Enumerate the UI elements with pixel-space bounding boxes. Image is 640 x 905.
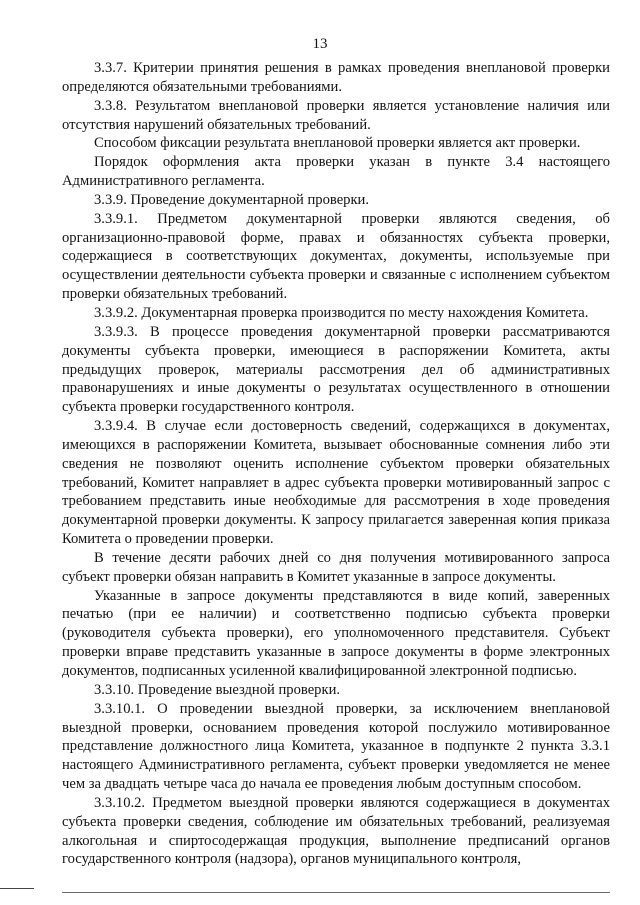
bottom-rule bbox=[62, 892, 610, 893]
paragraph-3-3-9-2: 3.3.9.2. Документарная проверка производится по месту нахождения Комитета. bbox=[94, 304, 589, 321]
paragraph-3-3-9-4: 3.3.9.4. В случае если достоверность сведений, содержащихся в документах, имеющихся в распоряжении Комитета, вызывает обоснованные сомнения либо эти сведения не позволяют оценить исполнение субъектом проверки обязательных требований, Комитет направляет в адрес субъекта проверки мотивированный запрос с требованием представить иные необходимые для рассмотрения в ходе проведения документарной проверки документы. К запросу прилагается заверенная копия приказа Комитета о проведении проверки. bbox=[62, 418, 610, 548]
paragraph-document-copies: Указанные в запросе документы представляются в виде копий, заверенных печатью (при ее наличии) и соответственно подписью субъекта проверки (руководителя субъекта проверки), его уполномоченного представителя. Субъект проверки вправе представить указанные в запросе документы в форме электронных документов, подписанных усиленной квалифицированной электронной подписью. bbox=[62, 587, 610, 679]
paragraph-3-3-10-1: 3.3.10.1. О проведении выездной проверки, за исключением внеплановой выездной проверки, основанием проведения которой послужило мотивированное представление должностного лица Комитета, указанное в подпункте 2 пункта 3.3.1 настоящего Административного регламента, субъект проверки уведомляется не менее чем за двадцать четыре часа до начала ее проведения любым доступным способом. bbox=[62, 700, 610, 793]
paragraph-request-deadline: В течение десяти рабочих дней со дня получения мотивированного запроса субъект проверки обязан направить в Комитет указанные в запросе документы. bbox=[62, 549, 610, 585]
paragraph-3-3-10-2: 3.3.10.2. Предметом выездной проверки являются содержащиеся в документах субъекта проверки сведения, соблюдение им обязательных требований, реализуемая алкогольная и спиртосодержащая продукция, выполнение предписаний органов государственного контроля (надзора), органов муниципального контроля, bbox=[62, 794, 610, 868]
scan-edge-mark bbox=[0, 888, 34, 889]
document-body bbox=[62, 59, 610, 869]
paragraph-3-3-10: 3.3.10. Проведение выездной проверки. bbox=[94, 681, 341, 698]
paragraph-3-3-9: 3.3.9. Проведение документарной проверки. bbox=[94, 191, 370, 208]
paragraph-result-fixation: Способом фиксации результата внеплановой проверки является акт проверки. bbox=[94, 135, 581, 152]
paragraph-3-3-9-3: 3.3.9.3. В процессе проведения документарной проверки рассматриваются документы субъекта проверки, имеющиеся в распоряжении Комитета, акты предыдущих проверок, материалы рассмотрения дел об административных правонарушениях и иные документы о результатах осуществленного в отношении субъекта проверки государственного контроля. bbox=[62, 323, 610, 416]
paragraph-3-3-9-1: 3.3.9.1. Предметом документарной проверки являются сведения, об организационно-правовой форме, правах и обязанностях субъекта проверки, содержащиеся в соответствующих документах, документы, используемые при осуществлении деятельности субъекта проверки и связанные с исполнением субъектом проверки обязательных требований. bbox=[62, 210, 610, 303]
paragraph-3-3-7: 3.3.7. Критерии принятия решения в рамках проведения внеплановой проверки определяются обязательными требованиями. bbox=[62, 60, 610, 95]
page-number: 13 bbox=[312, 36, 328, 52]
paragraph-3-3-8: 3.3.8. Результатом внеплановой проверки является установление наличия или отсутствия нарушений обязательных требований. bbox=[62, 97, 610, 133]
paragraph-act-procedure: Порядок оформления акта проверки указан в пункте 3.4 настоящего Административного регламента. bbox=[62, 154, 610, 190]
